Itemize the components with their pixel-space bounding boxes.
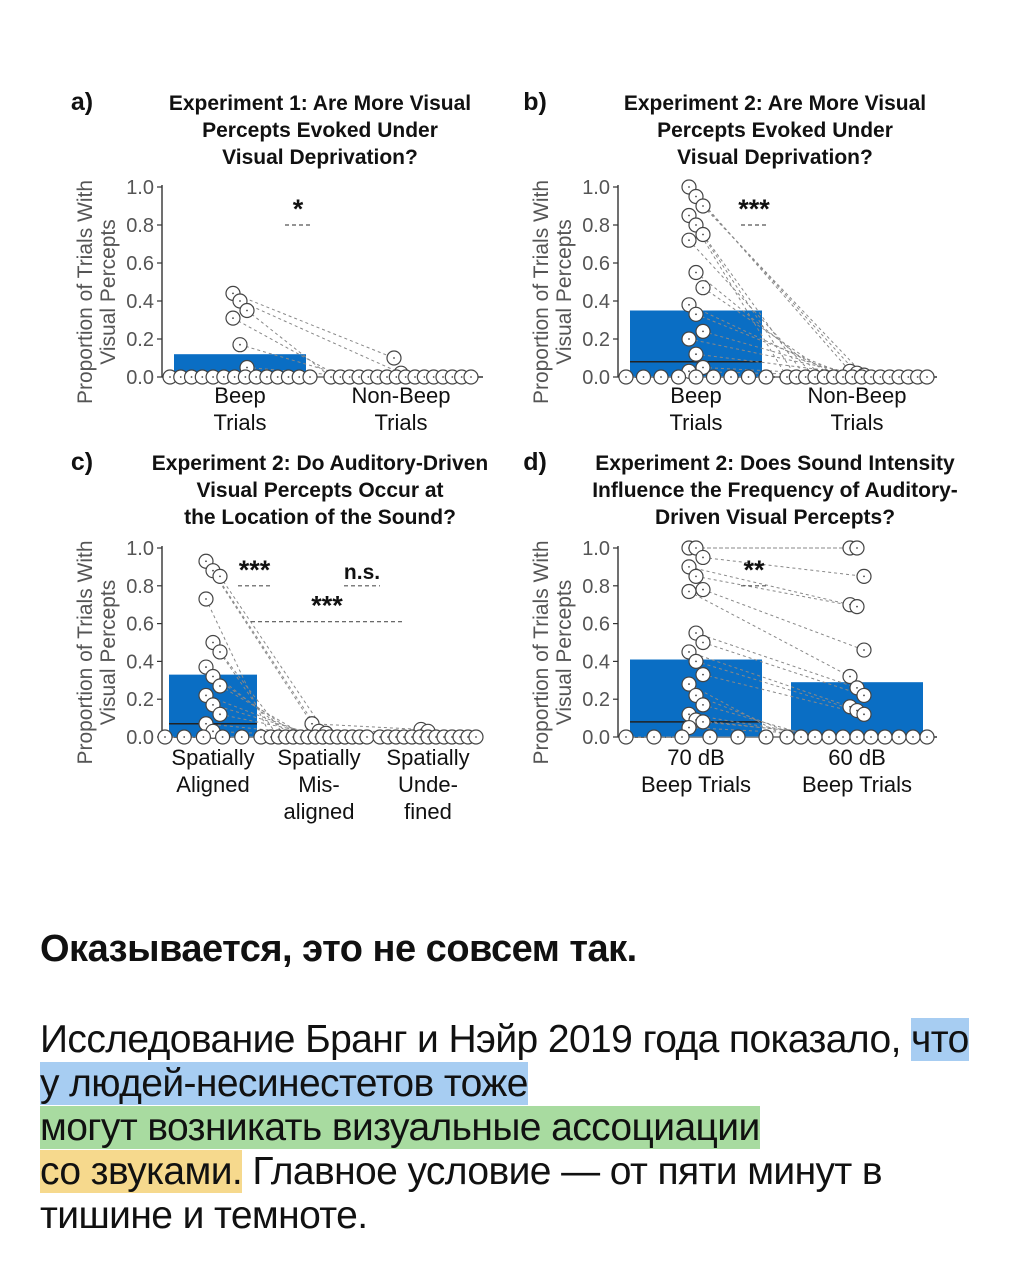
data-point-center <box>765 736 767 738</box>
significance-label: *** <box>738 194 770 224</box>
data-point-center <box>800 736 802 738</box>
data-point-center <box>861 376 863 378</box>
data-point-center <box>678 376 680 378</box>
data-point-center <box>681 736 683 738</box>
data-point-center <box>219 575 221 577</box>
x-category-label: Non-Beep <box>807 383 907 408</box>
data-point-center <box>212 704 214 706</box>
data-point-center <box>688 683 690 685</box>
data-point-center <box>695 376 697 378</box>
y-tick-label: 1.0 <box>582 538 610 560</box>
data-point-center <box>702 674 704 676</box>
data-point-center <box>713 376 715 378</box>
data-point-center <box>695 196 697 198</box>
data-point-center <box>695 272 697 274</box>
data-point-center <box>442 376 444 378</box>
data-point-center <box>239 300 241 302</box>
pair-line <box>703 590 864 650</box>
x-category-label: Unde- <box>398 772 458 797</box>
data-point-center <box>625 376 627 378</box>
chart-title: Percepts Evoked Under <box>202 119 438 142</box>
chart-title: the Location of the Sound? <box>184 506 456 529</box>
significance-label: *** <box>238 554 271 585</box>
data-point-center <box>786 736 788 738</box>
x-category-label: Beep <box>670 383 722 408</box>
data-point-center <box>475 736 477 738</box>
data-point-center <box>212 376 214 378</box>
data-point-center <box>205 723 207 725</box>
data-point-center <box>241 736 243 738</box>
x-category-label: 70 dB <box>667 745 725 770</box>
data-point-center <box>223 376 225 378</box>
panel-label: a) <box>70 88 94 116</box>
data-point-center <box>643 376 645 378</box>
data-point-center <box>898 736 900 738</box>
x-category-label: fined <box>404 799 452 824</box>
data-point-center <box>863 649 865 651</box>
data-point-center <box>695 661 697 663</box>
data-point-center <box>926 376 928 378</box>
para-start: Исследование Бранг и Нэйр 2019 года показало, <box>40 1018 912 1061</box>
data-point-center <box>688 186 690 188</box>
data-point-center <box>367 376 369 378</box>
x-category-label: aligned <box>283 799 355 824</box>
data-point-center <box>695 353 697 355</box>
highlight-green: могут возникать визуальные ассоциации <box>40 1106 760 1149</box>
data-point-center <box>695 575 697 577</box>
data-point-center <box>222 736 224 738</box>
y-tick-label: 1.0 <box>126 177 154 199</box>
x-category-label: Mis- <box>298 772 340 797</box>
data-point-center <box>386 376 388 378</box>
data-point-center <box>255 376 257 378</box>
x-category-label: Trials <box>213 410 267 435</box>
significance-label: * <box>292 194 304 224</box>
chart-title: Visual Deprivation? <box>677 146 873 169</box>
data-point-center <box>232 317 234 319</box>
data-point-center <box>191 376 193 378</box>
data-point-center <box>349 376 351 378</box>
y-axis-label: Proportion of Trials With <box>530 179 553 405</box>
data-point-center <box>183 736 185 738</box>
data-point-center <box>709 736 711 738</box>
pair-line <box>703 557 864 576</box>
x-category-label: Beep Trials <box>801 772 913 797</box>
y-tick-label: 0.4 <box>582 291 610 313</box>
data-point-center <box>730 376 732 378</box>
data-point-center <box>856 606 858 608</box>
y-tick-label: 0.6 <box>126 613 154 636</box>
y-tick-label: 0.0 <box>126 727 154 749</box>
data-point-center <box>266 376 268 378</box>
data-point-center <box>814 736 816 738</box>
body-paragraph <box>40 1018 990 1238</box>
data-point-center <box>849 676 851 678</box>
x-category-label: Beep <box>214 383 266 408</box>
highlight-yellow: со звуками. <box>40 1150 243 1193</box>
data-point-center <box>702 331 704 333</box>
data-point-center <box>205 598 207 600</box>
data-point-center <box>702 234 704 236</box>
data-point-center <box>702 704 704 706</box>
data-point-center <box>851 376 853 378</box>
headline: Оказывается, это не совсем так. <box>40 928 637 970</box>
data-point-center <box>889 376 891 378</box>
data-point-center <box>234 376 236 378</box>
data-point-center <box>898 376 900 378</box>
data-point-center <box>884 736 886 738</box>
data-point-center <box>461 376 463 378</box>
pair-line <box>696 576 857 606</box>
data-point-center <box>451 376 453 378</box>
y-tick-label: 0.8 <box>582 575 610 598</box>
y-tick-label: 0.8 <box>582 215 610 237</box>
y-tick-label: 0.4 <box>126 651 154 674</box>
data-point-center <box>688 727 690 729</box>
y-tick-label: 0.2 <box>126 329 154 351</box>
data-point-center <box>702 557 704 559</box>
x-category-label: 60 dB <box>828 745 886 770</box>
data-point-center <box>702 721 704 723</box>
y-tick-label: 0.8 <box>126 575 154 598</box>
data-point-center <box>702 287 704 289</box>
data-point-center <box>660 376 662 378</box>
highlight-blue: что у людей-несинестетов тоже <box>40 1018 969 1105</box>
y-axis-label: Visual Percepts <box>97 219 120 365</box>
y-tick-label: 0.4 <box>126 291 154 313</box>
x-category-label: Trials <box>830 410 884 435</box>
y-axis-label: Visual Percepts <box>553 219 576 365</box>
significance-label: ** <box>743 554 765 585</box>
chart-title: Driven Visual Percepts? <box>654 506 896 529</box>
x-category-label: Spatially <box>171 745 255 770</box>
data-point-center <box>842 736 844 738</box>
y-tick-label: 0.6 <box>126 253 154 275</box>
y-tick-label: 0.0 <box>582 367 610 389</box>
data-point-center <box>219 713 221 715</box>
data-point-center <box>393 357 395 359</box>
x-category-label: Trials <box>374 410 428 435</box>
x-category-label: Non-Beep <box>351 383 451 408</box>
data-point-center <box>405 376 407 378</box>
data-point-center <box>688 566 690 568</box>
y-tick-label: 0.0 <box>126 367 154 389</box>
data-point-center <box>219 651 221 653</box>
data-point-center <box>246 310 248 312</box>
data-point-center <box>842 376 844 378</box>
data-point-center <box>433 376 435 378</box>
pair-line <box>689 567 850 605</box>
data-point-center <box>232 293 234 295</box>
data-point-center <box>688 338 690 340</box>
data-point-center <box>311 723 313 725</box>
panel-a <box>71 88 483 435</box>
data-point-center <box>856 736 858 738</box>
data-point-center <box>395 376 397 378</box>
y-tick-label: 1.0 <box>582 177 610 199</box>
y-tick-label: 1.0 <box>126 538 154 560</box>
data-point-center <box>702 589 704 591</box>
data-point-center <box>277 376 279 378</box>
chart-title: Visual Percepts Occur at <box>196 479 444 502</box>
data-point-center <box>423 376 425 378</box>
data-point-center <box>244 376 246 378</box>
data-point-center <box>288 376 290 378</box>
data-point-center <box>688 651 690 653</box>
data-point-center <box>695 632 697 634</box>
data-point-center <box>786 376 788 378</box>
data-point-center <box>653 736 655 738</box>
data-point-center <box>688 591 690 593</box>
data-point-center <box>260 736 262 738</box>
data-point-center <box>239 344 241 346</box>
y-tick-label: 0.2 <box>582 329 610 351</box>
chart-title: Experiment 2: Does Sound Intensity <box>595 452 955 475</box>
data-point-center <box>164 736 166 738</box>
pair-line <box>233 293 394 358</box>
data-point-center <box>879 376 881 378</box>
data-point-center <box>828 736 830 738</box>
data-point-center <box>205 695 207 697</box>
data-point-center <box>366 736 368 738</box>
panel-label: b) <box>523 88 547 116</box>
x-category-label: Spatially <box>277 745 361 770</box>
data-point-center <box>870 736 872 738</box>
x-category-label: Beep Trials <box>640 772 752 797</box>
data-point-center <box>358 376 360 378</box>
y-tick-label: 0.4 <box>582 651 610 674</box>
panel-c <box>71 448 488 824</box>
data-point-center <box>926 736 928 738</box>
data-point-center <box>748 376 750 378</box>
y-axis-label: Proportion of Trials With <box>530 540 553 765</box>
y-axis-label: Visual Percepts <box>97 579 120 726</box>
data-point-center <box>695 224 697 226</box>
data-point-center <box>212 676 214 678</box>
data-point-center <box>695 695 697 697</box>
data-point-center <box>695 547 697 549</box>
data-point-center <box>907 376 909 378</box>
data-point-center <box>203 736 205 738</box>
data-point-center <box>470 376 472 378</box>
significance-label: *** <box>311 590 343 621</box>
data-point-center <box>309 376 311 378</box>
y-tick-label: 0.8 <box>126 215 154 237</box>
y-axis-label: Visual Percepts <box>553 579 576 726</box>
data-point-center <box>212 570 214 572</box>
significance-label: n.s. <box>343 560 381 584</box>
data-point-center <box>212 730 214 732</box>
data-point-center <box>688 370 690 372</box>
y-tick-label: 0.6 <box>582 613 610 636</box>
x-category-label: Spatially <box>386 745 470 770</box>
data-point-center <box>688 304 690 306</box>
y-tick-label: 0.6 <box>582 253 610 275</box>
data-point-center <box>339 376 341 378</box>
data-point-center <box>414 376 416 378</box>
data-point-center <box>298 376 300 378</box>
data-point-center <box>702 205 704 207</box>
data-point-center <box>702 642 704 644</box>
data-point-center <box>870 376 872 378</box>
data-point-center <box>205 560 207 562</box>
data-point-center <box>795 376 797 378</box>
data-point-center <box>688 215 690 217</box>
chart-title: Experiment 1: Are More Visual <box>168 92 472 115</box>
data-point-center <box>833 376 835 378</box>
chart-title: Percepts Evoked Under <box>657 119 893 142</box>
data-point-center <box>377 376 379 378</box>
data-point-center <box>856 687 858 689</box>
panel-label: c) <box>70 448 94 476</box>
panel-b <box>523 88 937 435</box>
data-point-center <box>695 313 697 315</box>
y-axis-label: Proportion of Trials With <box>74 179 97 405</box>
data-point-center <box>688 713 690 715</box>
data-point-center <box>702 367 704 369</box>
data-point-center <box>805 376 807 378</box>
panel-d <box>523 448 958 797</box>
data-point-center <box>180 376 182 378</box>
y-tick-label: 0.0 <box>582 727 610 749</box>
chart-title: Visual Deprivation? <box>222 146 418 169</box>
data-point-center <box>912 736 914 738</box>
y-axis-label: Proportion of Trials With <box>74 540 97 765</box>
data-point-center <box>856 547 858 549</box>
data-point-center <box>814 376 816 378</box>
chart-title: Influence the Frequency of Auditory- <box>592 479 958 502</box>
data-point-center <box>863 713 865 715</box>
data-point-center <box>201 376 203 378</box>
data-point-center <box>823 376 825 378</box>
para-end: Главное условие — от пяти минут в тишине и темноте. <box>40 1150 883 1237</box>
y-tick-label: 0.2 <box>126 689 154 712</box>
chart-title: Experiment 2: Do Auditory-Driven <box>151 452 489 475</box>
data-point-center <box>205 666 207 668</box>
data-point-center <box>212 642 214 644</box>
data-point-center <box>765 376 767 378</box>
data-point-center <box>737 736 739 738</box>
data-point-center <box>330 376 332 378</box>
data-point-center <box>625 736 627 738</box>
x-category-label: Aligned <box>176 772 250 797</box>
data-point-center <box>863 575 865 577</box>
data-point-center <box>246 367 248 369</box>
chart-title: Experiment 2: Are More Visual <box>623 92 927 115</box>
y-tick-label: 0.2 <box>582 689 610 712</box>
data-point-center <box>917 376 919 378</box>
data-point-center <box>688 239 690 241</box>
x-category-label: Trials <box>669 410 723 435</box>
data-point-center <box>863 695 865 697</box>
data-point-center <box>219 685 221 687</box>
panel-label: d) <box>523 448 547 476</box>
data-point-center <box>169 376 171 378</box>
